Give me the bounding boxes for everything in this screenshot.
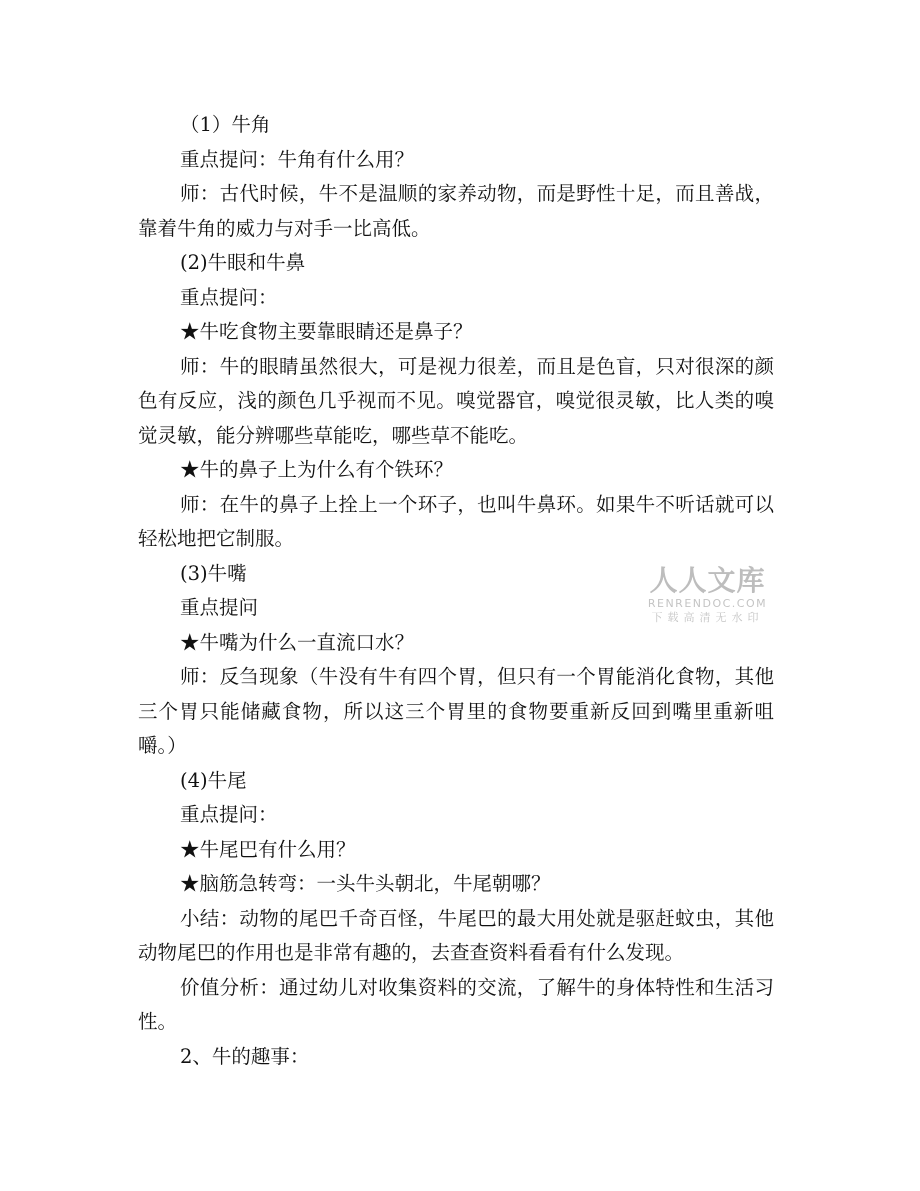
paragraph-mouth-question-label: 重点提问 — [180, 596, 259, 619]
paragraph-tail-summary: 小结：动物的尾巴千奇百怪，牛尾巴的最大用处就是驱赶蚊虫，其他动物尾巴的作用也是非常有趣的，去查查资料看看有什么发现。 — [138, 906, 774, 964]
paragraph-tail-question-label: 重点提问： — [180, 803, 278, 826]
watermark-url: RENRENDOC.COM — [647, 597, 768, 610]
paragraph-eye-nose-question-label: 重点提问： — [180, 285, 278, 309]
paragraph-mouth-answer: 师：反刍现象（牛没有牛有四个胃，但只有一个胃能消化食物，其他三个胃只能储藏食物，所以这三个胃里的食物要重新反回到嘴里重新咀嚼。） — [138, 665, 774, 757]
paragraph-value-analysis: 价值分析：通过幼儿对收集资料的交流，了解牛的身体特性和生活习性。 — [138, 975, 774, 1033]
paragraph-eye-nose-question-2: ★牛的鼻子上为什么有个铁环？ — [180, 458, 454, 481]
paragraph-tail-heading: (4)牛尾 — [180, 768, 247, 792]
paragraph-eye-nose-question-1: ★牛吃食物主要靠眼睛还是鼻子？ — [180, 320, 473, 343]
paragraph-mouth-question: ★牛嘴为什么一直流口水？ — [180, 630, 415, 654]
paragraph-tail-question-1: ★牛尾巴有什么用？ — [180, 837, 356, 861]
paragraph-horn-heading: （1）牛角 — [180, 113, 271, 136]
paragraph-horn-answer: 师：古代时候，牛不是温顺的家养动物，而是野性十足，而且善战，靠着牛角的威力与对手一比高低。 — [138, 182, 774, 240]
paragraph-horn-question: 重点提问：牛角有什么用？ — [180, 147, 415, 171]
paragraph-section-2-heading: 2、牛的趣事： — [180, 1044, 310, 1068]
paragraph-eye-nose-heading: (2)牛眼和牛鼻 — [180, 251, 306, 274]
document-body — [138, 108, 774, 1074]
paragraph-eye-nose-answer-2: 师：在牛的鼻子上拴上一个环子，也叫牛鼻环。如果牛不听话就可以轻松地把它制服。 — [138, 492, 774, 550]
paragraph-mouth-heading: (3)牛嘴 — [180, 561, 247, 585]
paragraph-tail-question-2: ★脑筋急转弯：一头牛头朝北，牛尾朝哪？ — [180, 872, 551, 895]
watermark-title: 人人文库 — [649, 564, 766, 597]
watermark-subtitle: 下载高清无水印 — [651, 611, 764, 624]
paragraph-eye-nose-answer-1: 师：牛的眼睛虽然很大，可是视力很差，而且是色盲，只对很深的颜色有反应，浅的颜色几乎视而不见。嗅觉器官，嗅觉很灵敏，比人类的嗅觉灵敏，能分辨哪些草能吃，哪些草不能吃。 — [138, 354, 774, 447]
